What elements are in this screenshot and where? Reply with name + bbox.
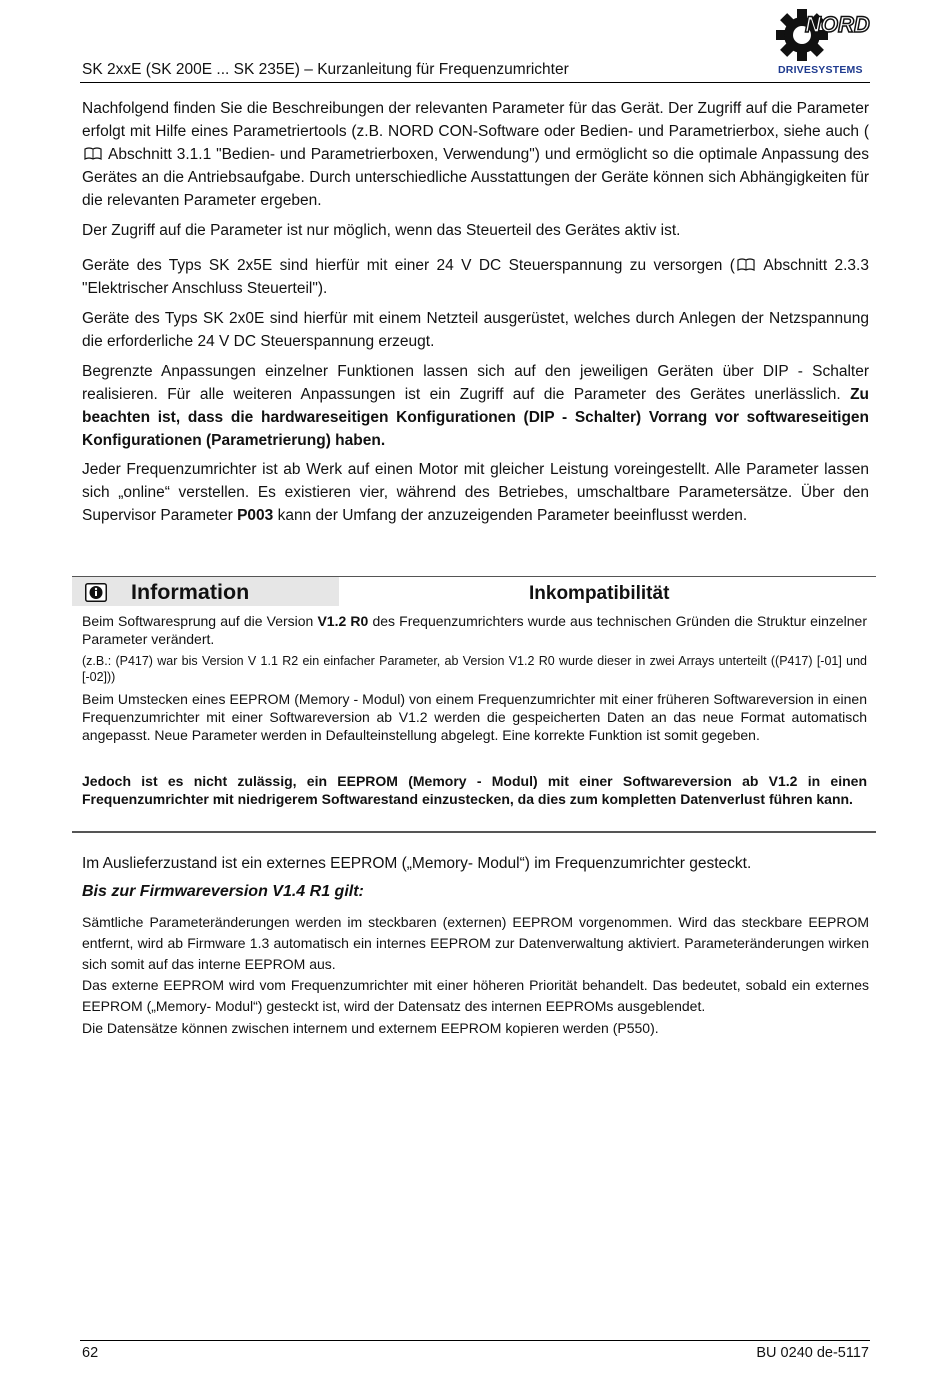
intro-paragraph-1: Nachfolgend finden Sie die Beschreibungen der relevanten Parameter für das Gerät. Der Zugriff auf die Parameter erfolgt mit Hilfe eines Parametriertools (z.B. NORD CON-Software oder Bedien- und Parametrierbox, siehe auch ( Abschnitt 3.1.1 "Bedien- und Parametrierboxen, Verwendung") und ermöglicht so die optimale Anpassung des Gerätes an die Antriebsaufgabe. Durch unterschiedliche Ausstattungen der Geräte können sich Abhängigkeiten für die relevanten Parameter ergeben. [82, 100, 869, 209]
header-divider [80, 82, 870, 83]
parameter-ref: P003 [237, 507, 274, 524]
info-box-bottom-rule [72, 831, 876, 833]
intro-paragraph-4: Geräte des Typs SK 2x0E sind hierfür mit einem Netzteil ausgerüstet, welches durch Anlegen der Netzspannung die erforderliche 24 V DC Steuerspannung erzeugt. [82, 310, 869, 350]
information-icon [85, 583, 107, 602]
info-paragraph-1: Beim Softwaresprung auf die Version V1.2 R0 des Frequenzumrichters wurde aus technischen Gründen die Struktur einzelner Parameter verändert. [82, 613, 867, 647]
book-reference-icon [737, 258, 755, 271]
page-number: 62 [82, 1345, 99, 1361]
document-title: SK 2xxE (SK 200E ... SK 235E) – Kurzanleitung für Frequenzumrichter [82, 61, 569, 78]
info-paragraph-2: (z.B.: (P417) war bis Version V 1.1 R2 ein einfacher Parameter, ab Version V1.2 R0 wurde dieser in zwei Arrays unterteilt ((P417) [-01] und [-02])) [82, 654, 867, 684]
dip-switch-note: Zu beachten ist, dass die hardwareseitigen Konfigurationen (DIP - Schalter) Vorrang vor softwareseitigen Konfigurationen (Parametrierung) haben. [82, 386, 869, 449]
info-paragraph-3: Beim Umstecken eines EEPROM (Memory - Modul) von einem Frequenzumrichter mit einer früheren Softwareversion in einen Frequenzumrichter mit einer Softwareversion ab V1.2 werden die gespeicherten Daten an das neue Format automatisch angepasst. Neue Parameter werden in Defaulteinstellung abgelegt. Eine korrekte Funktion ist somit gegeben. [82, 691, 867, 743]
info-box-label: Information [131, 580, 250, 604]
intro-paragraph-2: Der Zugriff auf die Parameter ist nur möglich, wenn das Steuerteil des Gerätes aktiv ist. [82, 222, 681, 239]
logo-subtext: DRIVESYSTEMS [778, 64, 863, 76]
book-reference-icon [84, 147, 102, 160]
firmware-subheading: Bis zur Firmwareversion V1.4 R1 gilt: [82, 883, 364, 900]
intro-paragraph-5: Begrenzte Anpassungen einzelner Funktionen lassen sich auf den jeweiligen Geräten über DIP - Schalter realisieren. Für alle weiteren Anpassungen ist ein Zugriff auf die Parameter des Gerätes unerlässlich. Zu beachten ist, dass die hardwareseitigen Konfigurationen (DIP - Schalter) Vorrang vor softwareseitigen Konfigurationen (Parametrierung) haben. [82, 363, 869, 449]
intro-paragraph-3: Geräte des Typs SK 2x5E sind hierfür mit einer 24 V DC Steuerspannung zu versorgen ( Abschnitt 2.3.3 "Elektrischer Anschluss Steuerteil"). [82, 257, 869, 297]
eeprom-paragraph-3: Die Datensätze können zwischen internem und externem EEPROM kopieren werden (P550). [82, 1020, 659, 1036]
info-box-topic: Inkompatibilität [529, 583, 670, 604]
info-paragraph-4: Jedoch ist es nicht zulässig, ein EEPROM (Memory - Modul) mit einer Softwareversion ab V1.2 in einen Frequenzumrichter mit niedrigerem Softwarestand einzustecken, da dies zum kompletten Datenverlust führen kann. [82, 773, 867, 807]
intro-paragraph-6: Jeder Frequenzumrichter ist ab Werk auf einen Motor mit gleicher Leistung voreingestellt. Alle Parameter lassen sich „online“ verstellen. Es existieren vier, während des Betriebes, umschaltbare Parametersätze. Über den Supervisor Parameter P003 kann der Umfang der anzuzeigenden Parameter beeinflusst werden. [82, 461, 869, 524]
document-code: BU 0240 de-5117 [756, 1345, 869, 1361]
logo-text: NORD [805, 12, 870, 37]
eeprom-paragraph-1: Sämtliche Parameteränderungen werden im steckbaren (externen) EEPROM vorgenommen. Wird das steckbare EEPROM entfernt, wird ab Firmware 1.3 automatisch ein internes EEPROM zur Datenverwaltung aktiviert. Parameteränderungen wirken sich somit auf das interne EEPROM aus. [82, 914, 869, 972]
delivery-state-paragraph: Im Auslieferzustand ist ein externes EEPROM („Memory- Modul“) im Frequenzumrichter gesteckt. [82, 855, 752, 872]
footer-divider [80, 1340, 870, 1341]
eeprom-paragraph-2: Das externe EEPROM wird vom Frequenzumrichter mit einer höheren Priorität behandelt. Das bedeutet, sobald ein externes EEPROM („Memory- Modul“) gesteckt ist, wird der Datensatz des internen EEPROMs ausgeblendet. [82, 977, 869, 1014]
